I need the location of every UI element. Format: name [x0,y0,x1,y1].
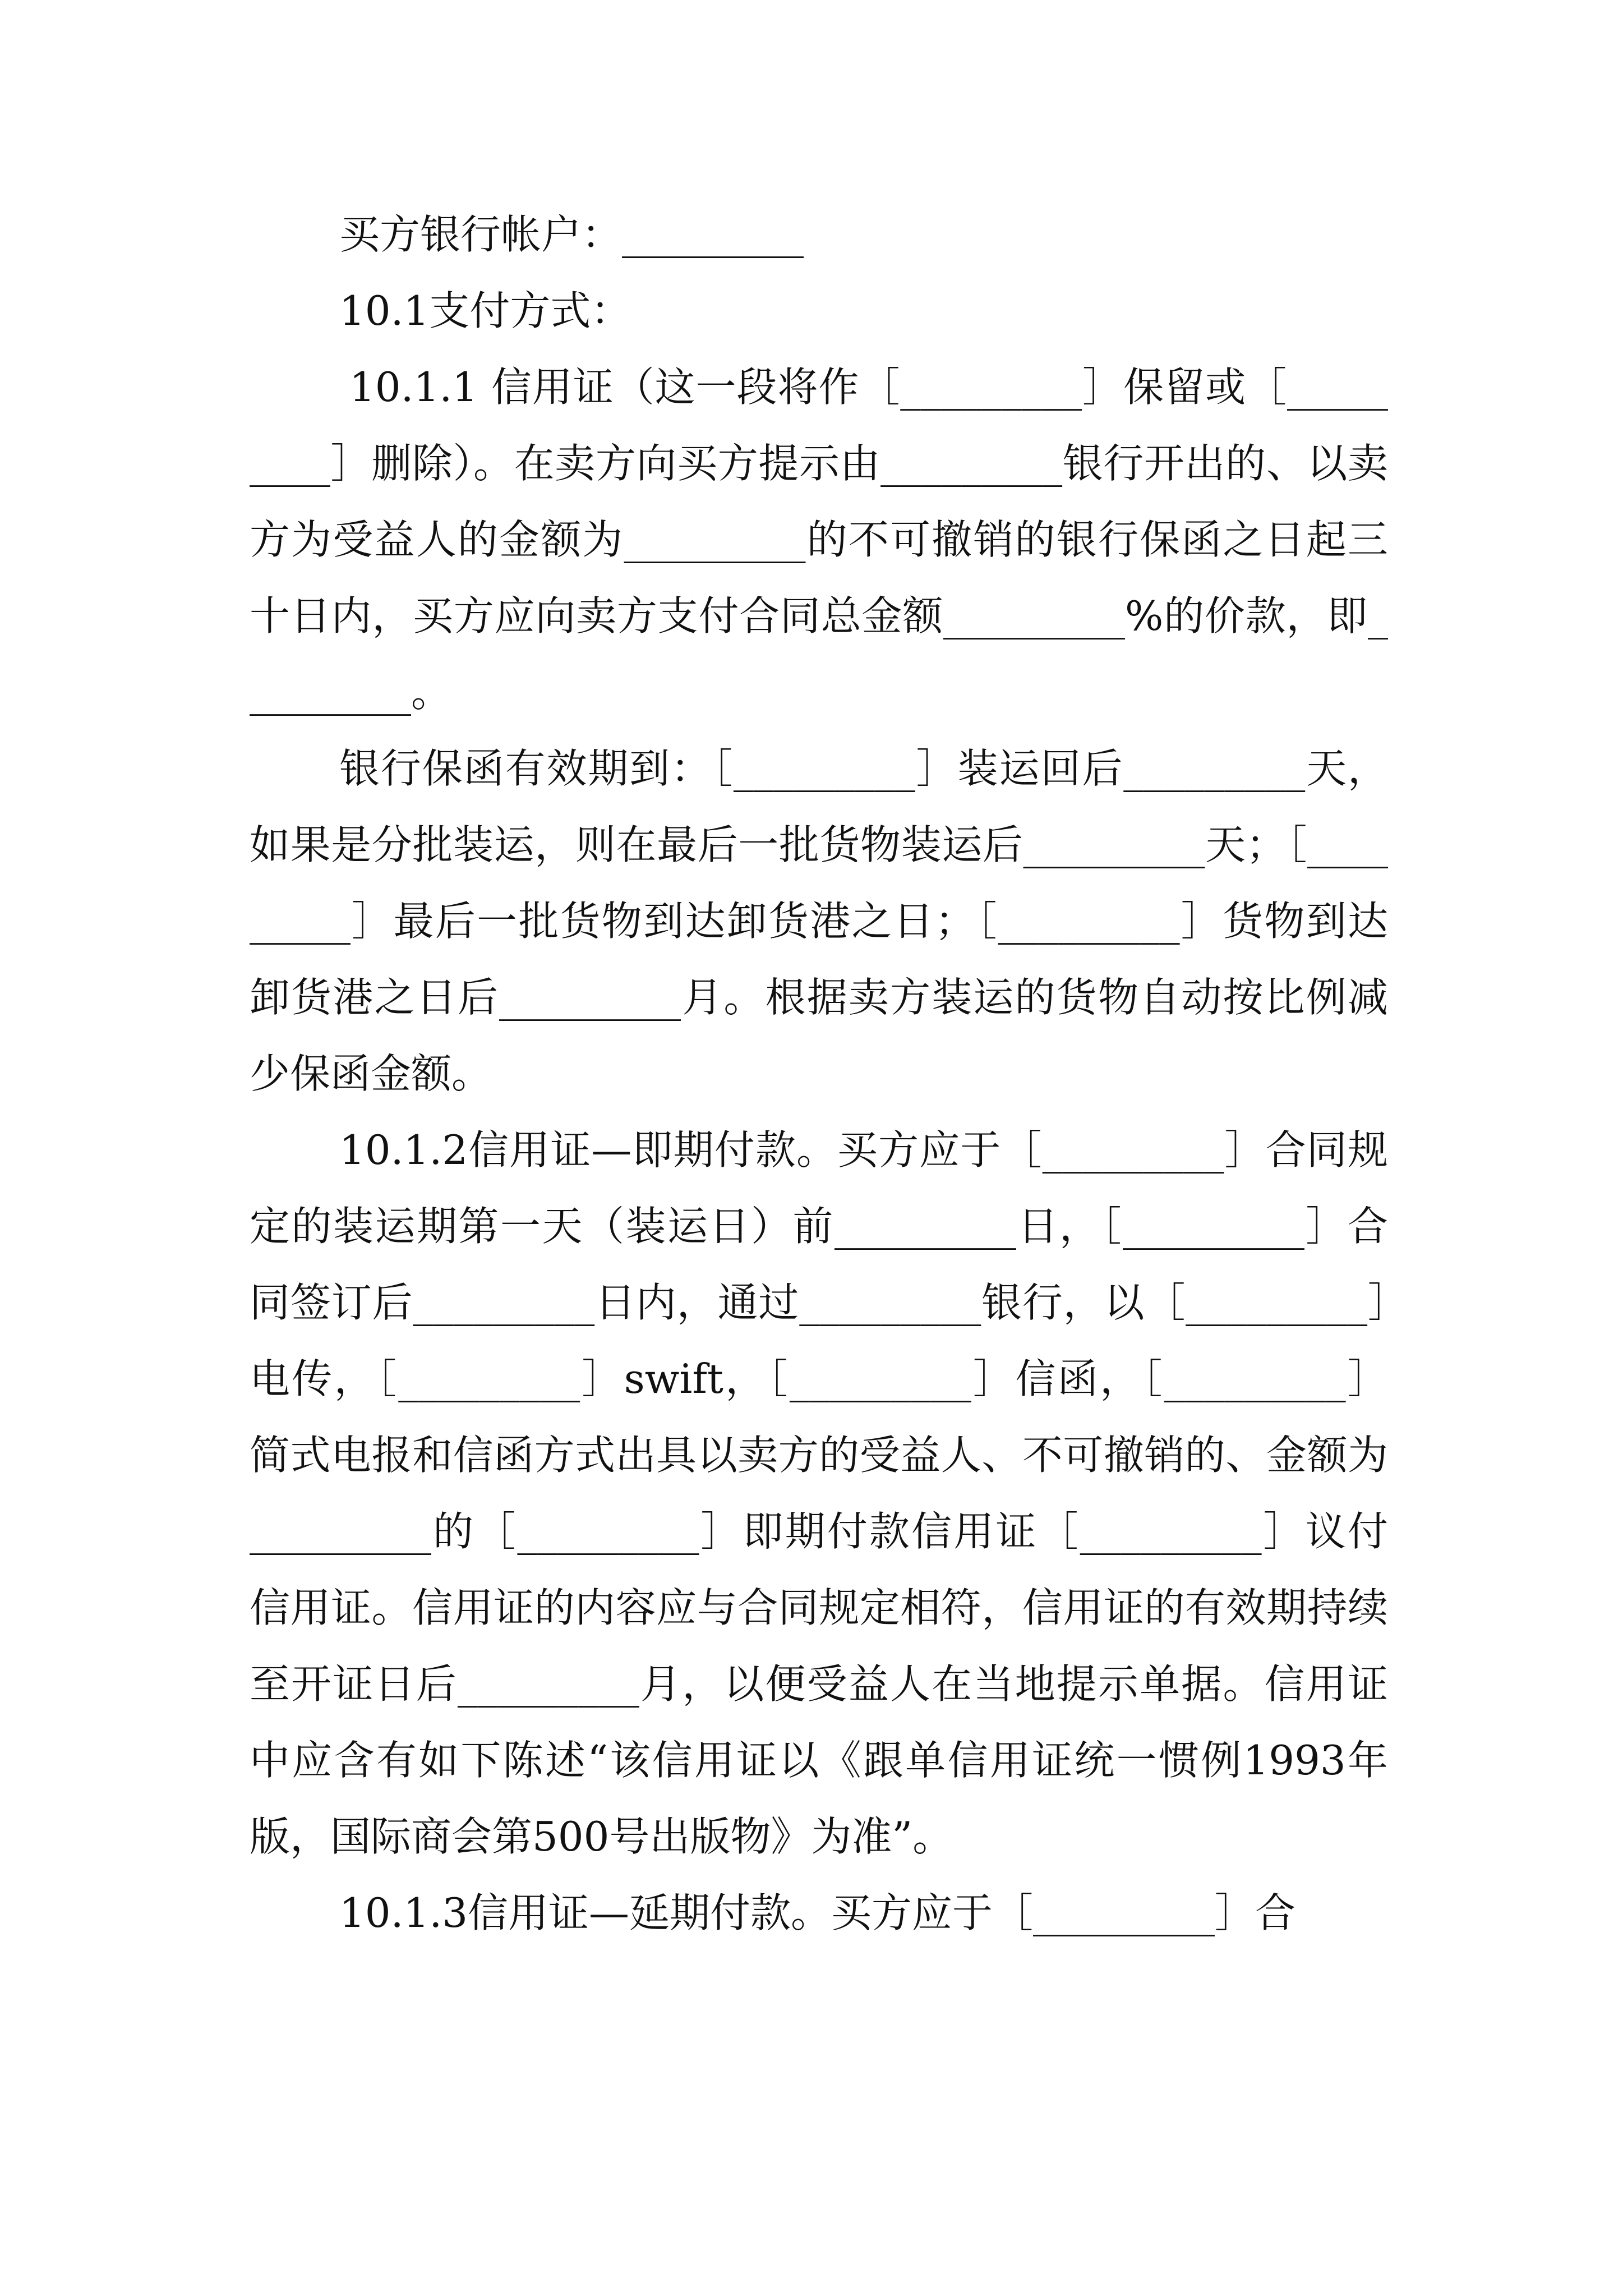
buyer-bank-account-line: 买方银行帐户：_________ [339,211,804,258]
deferred-payment-lc-clause: 10.1.3信用证—延期付款。买方应于［_________］合 [339,1889,1296,1936]
document-body [250,196,1388,1951]
payment-method-heading: 10.1支付方式： [339,287,631,334]
letter-of-credit-clause: 10.1.1 信用证（这一段将作［_________］保留或［_________］删除）。在卖方向买方提示由_________银行开出的、以卖方为受益人的金额为_________的不可撤销的银行保函之日起三十日内，买方应向卖方支付合同总金额_________%的价款，即_________。 [250,364,1388,716]
sight-payment-lc-clause: 10.1.2信用证—即期付款。买方应于［_________］合同规定的装运期第一天（装运日）前_________日，［_________］合同签订后_________日内，通过_________银行，以［_________］电传，［_________］swift，［_________］信函，［_________］简式电报和信函方式出具以卖方的受益人、不可撤销的、金额为_________的［_________］即期付款信用证［_________］议付信用证。信用证的内容应与合同规定相符，信用证的有效期持续至开证日后_________月，以便受益人在当地提示单据。信用证中应含有如下陈述“该信用证以《跟单信用证统一惯例1993年版，国际商会第500号出版物》为准”。 [250,1126,1388,1860]
bank-guarantee-validity-clause: 银行保函有效期到：［_________］装运回后_________天，如果是分批装运，则在最后一批货物装运后_________天；［_________］最后一批货物到达卸货港之日；［_________］货物到达卸货港之日后_________月。根据卖方装运的货物自动按比例减少保函金额。 [250,745,1388,1097]
